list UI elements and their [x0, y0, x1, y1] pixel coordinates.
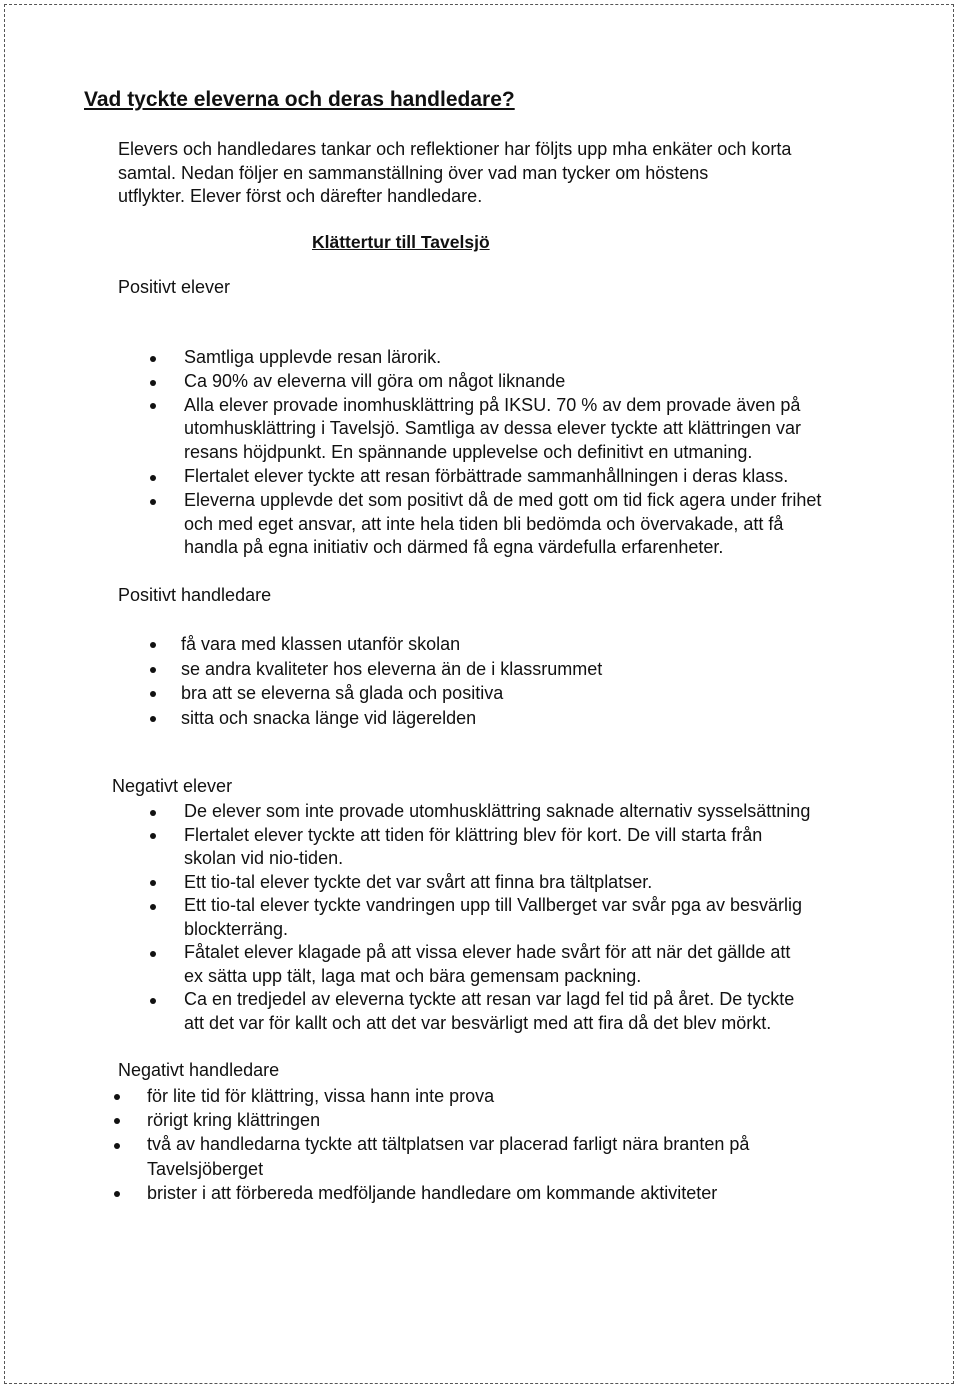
list-item-line: utomhusklättring i Tavelsjö. Samtliga av dessa elever tyckte att klättringen var	[184, 418, 801, 439]
intro-paragraph	[118, 138, 838, 209]
list-negative-supervisors	[114, 1084, 749, 1205]
list-item	[150, 465, 821, 489]
list-item	[150, 871, 810, 895]
list-item	[114, 1181, 749, 1205]
list-item-line: och med eget ansvar, att inte hela tiden bli bedömda och övervakade, att få	[184, 513, 784, 534]
list-item	[114, 1084, 749, 1108]
heading-positive-supervisors: Positivt handledare	[118, 585, 272, 605]
list-item	[150, 394, 821, 465]
list-item	[114, 1108, 749, 1132]
list-item-line: Ett tio-tal elever tyckte det var svårt att finna bra tältplatser.	[184, 871, 653, 892]
bullet-icon	[114, 1191, 120, 1197]
list-item	[150, 370, 821, 394]
trip-subheading: Klättertur till Tavelsjö	[312, 232, 490, 252]
list-item-line: se andra kvaliteter hos eleverna än de i klassrummet	[181, 658, 603, 679]
list-item-line: Eleverna upplevde det som positivt då de med gott om tid fick agera under frihet	[184, 489, 822, 510]
list-item	[150, 706, 602, 731]
list-item-line: rörigt kring klättringen	[147, 1110, 321, 1131]
bullet-icon	[150, 951, 156, 957]
bullet-icon	[150, 810, 156, 816]
intro-line: Elevers och handledares tankar och reflektioner har följts upp mha enkäter och korta	[118, 139, 792, 159]
bullet-icon	[114, 1118, 120, 1124]
bullet-icon	[150, 356, 156, 362]
list-item-line: Flertalet elever tyckte att resan förbättrade sammanhållningen i deras klass.	[184, 465, 789, 486]
list-positive-students	[150, 346, 821, 560]
list-item-line: handla på egna initiativ och därmed få egna värdefulla erfarenheter.	[184, 537, 724, 558]
list-item-line: brister i att förbereda medföljande handledare om kommande aktiviteter	[147, 1182, 718, 1203]
list-item	[150, 824, 810, 871]
bullet-icon	[150, 667, 156, 673]
bullet-icon	[150, 716, 156, 722]
list-item-line: sitta och snacka länge vid lägerelden	[181, 707, 477, 728]
list-item-line: De elever som inte provade utomhusklättring saknade alternativ sysselsättning	[184, 801, 811, 821]
heading-negative-supervisors: Negativt handledare	[118, 1060, 280, 1080]
list-item-line: skolan vid nio-tiden.	[184, 848, 344, 868]
bullet-icon	[150, 880, 156, 886]
list-item-line: två av handledarna tyckte att tältplatsen var placerad farligt nära branten på	[147, 1134, 750, 1155]
list-item-line: bra att se eleverna så glada och positiva	[181, 683, 504, 703]
list-item-line: Fåtalet elever klagade på att vissa elever hade svårt för att när det gällde att	[184, 942, 791, 962]
list-item-line: Ett tio-tal elever tyckte vandringen upp till Vallberget var svår pga av besvärlig	[184, 895, 802, 915]
bullet-icon	[114, 1094, 120, 1100]
page-title: Vad tyckte eleverna och deras handledare?	[84, 88, 515, 111]
list-negative-students	[150, 800, 810, 1035]
list-item	[150, 988, 810, 1035]
list-item	[150, 346, 821, 370]
intro-line: samtal. Nedan följer en sammanställning över vad man tycker om höstens	[118, 162, 709, 183]
bullet-icon	[150, 642, 156, 648]
bullet-icon	[150, 904, 156, 910]
list-item-line: för lite tid för klättring, vissa hann inte prova	[147, 1086, 495, 1106]
list-item-line: få vara med klassen utanför skolan	[181, 634, 461, 654]
list-item-line: Alla elever provade inomhusklättring på IKSU. 70 % av dem provade även på	[184, 394, 801, 415]
bullet-icon	[150, 691, 156, 697]
bullet-icon	[150, 998, 156, 1004]
bullet-icon	[150, 380, 156, 386]
list-item-line: Samtliga upplevde resan lärorik.	[184, 347, 442, 367]
bullet-icon	[150, 475, 156, 481]
bullet-icon	[150, 833, 156, 839]
list-item-line: ex sätta upp tält, laga mat och bära gemensam packning.	[184, 965, 642, 986]
list-item	[150, 941, 810, 988]
intro-line: utflykter. Elever först och därefter handledare.	[118, 186, 483, 206]
list-item	[150, 894, 810, 941]
list-item	[114, 1132, 749, 1180]
heading-positive-students: Positivt elever	[118, 277, 231, 297]
bullet-icon	[114, 1143, 120, 1149]
list-item-line: Ca en tredjedel av eleverna tyckte att resan var lagd fel tid på året. De tyckte	[184, 989, 795, 1009]
list-item	[150, 800, 810, 824]
list-item-line: Flertalet elever tyckte att tiden för klättring blev för kort. De vill starta från	[184, 824, 763, 845]
bullet-icon	[150, 499, 156, 505]
list-item-line: Tavelsjöberget	[147, 1158, 264, 1179]
list-item	[150, 489, 821, 560]
list-item-line: Ca 90% av eleverna vill göra om något liknande	[184, 370, 566, 391]
list-item	[150, 681, 602, 706]
list-item	[150, 657, 602, 682]
list-item-line: att det var för kallt och att det var besvärligt med att fira då det blev mörkt.	[184, 1012, 772, 1033]
bullet-icon	[150, 403, 156, 409]
list-item-line: resans höjdpunkt. En spännande upplevelse och definitivt en utmaning.	[184, 442, 753, 463]
list-positive-supervisors	[150, 632, 602, 730]
list-item-line: blockterräng.	[184, 918, 289, 939]
list-item	[150, 632, 602, 657]
heading-negative-students: Negativt elever	[112, 776, 233, 796]
